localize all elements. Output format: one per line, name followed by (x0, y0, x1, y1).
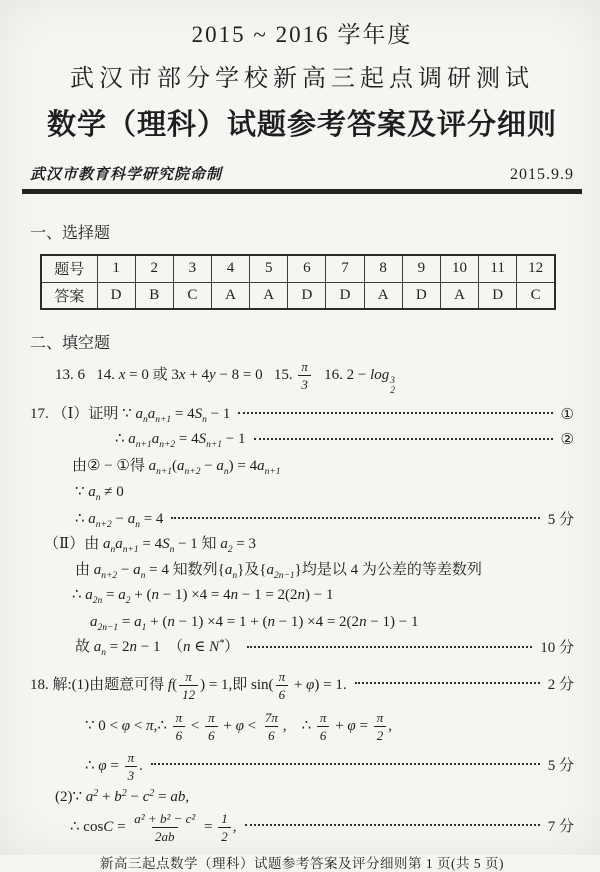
math-run: 17. （Ⅰ）证明 ∵ (30, 405, 136, 422)
math-run: = 3 (232, 536, 257, 553)
solution-line-2 (30, 405, 574, 426)
solution-line-1 (55, 359, 574, 397)
math-run: n (140, 570, 146, 581)
math-run: b (114, 788, 122, 805)
math-run: a (93, 639, 102, 656)
math-run: = 4 (175, 431, 199, 448)
math-run: = (154, 788, 171, 805)
math-run: = 2 (106, 639, 130, 656)
math-run: y (209, 366, 216, 383)
math-run: 2 (227, 545, 233, 556)
math-run: n (135, 519, 140, 530)
dotted-leader (171, 517, 539, 519)
math-run: = 0 或 3 (125, 366, 179, 383)
math-run: n+2 (101, 570, 118, 581)
math-run: a (220, 536, 228, 553)
fraction: $\frac{1}{2}$ (218, 811, 231, 844)
math-run: ∵ (75, 484, 89, 501)
math-run: }及{ (237, 561, 267, 578)
math-run: , (232, 818, 237, 835)
math-run: n+1 (264, 466, 281, 477)
exam-title: 武汉市部分学校新高三起点调研测试 (70, 66, 534, 92)
math-run: + (98, 788, 115, 805)
math-run: n+1 (135, 440, 152, 451)
math-run: ∴ cos (70, 818, 104, 835)
math-run: N (209, 639, 220, 656)
math-run: + (219, 717, 236, 734)
math-run: ） (224, 639, 240, 656)
solution-line-16 (70, 811, 574, 844)
math-run: ∴ (85, 757, 99, 774)
dotted-leader (245, 824, 540, 826)
section-heading-blank: 二、填空题 (30, 335, 111, 352)
math-run: a (128, 431, 136, 448)
solution-line-4 (72, 457, 574, 478)
math-run: n+1 (206, 440, 223, 451)
question-number-cell: 6 (288, 255, 326, 282)
solution-line-10 (90, 613, 574, 634)
math-run: = (102, 587, 119, 604)
math-run: − 1) ×4 = 4 (158, 587, 231, 604)
dotted-leader (247, 646, 532, 648)
question-number-cell: 8 (364, 255, 402, 282)
score-marker: 5 分 (547, 511, 574, 528)
math-run: n (101, 648, 107, 659)
math-run: − 1) ×4 = 2(2 (274, 613, 360, 630)
math-run: x (118, 366, 126, 383)
fraction: $\frac{\pi}{6}$ (317, 710, 330, 743)
answer-cell: D (97, 282, 135, 309)
math-run: a (93, 561, 102, 578)
math-run: 由 (75, 561, 94, 578)
math-run: a (88, 510, 96, 527)
answer-cell: D (402, 282, 440, 309)
math-run: a (85, 788, 94, 805)
math-run: − (200, 457, 217, 474)
math-run: = 4 知数列{ (145, 561, 225, 578)
math-run: a (90, 613, 98, 630)
math-run: − 1) − 1 (366, 613, 419, 630)
math-run: = 4 (171, 405, 195, 422)
math-run: − 1 （ (136, 639, 183, 656)
math-run: n (359, 613, 367, 630)
question-number-cell: 3 (173, 255, 211, 282)
math-run: ∴ (115, 431, 129, 448)
math-run: n (167, 613, 175, 630)
math-run: x (178, 366, 186, 383)
math-run: n+1 (122, 545, 139, 556)
math-run: n (129, 639, 137, 656)
score-marker: 7 分 (547, 818, 574, 835)
solution-lines (30, 359, 574, 844)
page-footer: 新高三起点数学（理科）试题参考答案及评分细则第 1 页(共 5 页) (100, 855, 504, 871)
math-expression (75, 483, 124, 504)
math-run: − (126, 788, 143, 805)
math-run: S (162, 536, 170, 553)
math-expression (30, 405, 230, 426)
math-run: + (331, 717, 348, 734)
solution-line-3 (115, 430, 574, 451)
fraction: $\frac{7\pi}{6}$ (264, 709, 278, 743)
fraction: $\frac{\pi}{3}$ (125, 750, 138, 783)
math-run: a (134, 613, 142, 630)
issuer-label: 武汉市教育科学研究院命制 (30, 167, 223, 183)
math-run: φ (121, 717, 131, 734)
section-heading-choice: 一、选择题 (30, 225, 111, 242)
math-run: f (167, 676, 173, 693)
math-run: , ∴ (282, 717, 315, 734)
number-row-label: 题号 (41, 255, 97, 282)
math-run: n (169, 545, 175, 556)
math-run: n (202, 414, 207, 425)
dotted-leader (355, 682, 540, 684)
math-run: = (200, 818, 217, 835)
math-run: = (355, 717, 372, 734)
math-run: 2 (93, 787, 99, 799)
math-expression (44, 535, 256, 556)
solution-line-14 (85, 750, 574, 783)
math-expression (75, 638, 239, 659)
answer-table-number-row (41, 255, 555, 282)
solution-line-12 (30, 669, 574, 702)
math-run: log (370, 366, 390, 383)
math-run: n (95, 493, 101, 504)
math-run: a (133, 561, 141, 578)
solution-line-8 (75, 561, 574, 582)
fraction: $\frac{\pi}{6}$ (205, 710, 218, 743)
math-run: 2 (121, 787, 127, 799)
math-run: n (267, 613, 275, 630)
math-run: a (266, 561, 274, 578)
question-number-cell: 2 (135, 255, 173, 282)
math-run: n (232, 570, 238, 581)
math-run: + ( (130, 587, 152, 604)
solution-line-9 (72, 586, 574, 607)
dotted-leader (238, 412, 552, 414)
answer-cell: C (173, 282, 211, 309)
date-label: 2015.9.9 (510, 166, 574, 183)
math-expression (85, 750, 143, 783)
math-run: n (297, 587, 306, 604)
dotted-leader (254, 438, 553, 440)
math-run: 18. 解:(1)由题意可得 (30, 676, 168, 693)
math-run: φ (235, 717, 244, 734)
math-run: ab (170, 788, 186, 805)
math-run: 13. 6 14. (55, 366, 119, 383)
math-run: a (224, 561, 233, 578)
math-run: S (198, 431, 207, 448)
answer-cell: A (440, 282, 478, 309)
math-run: − 1 (206, 405, 231, 422)
math-run: a (151, 431, 160, 448)
answer-cell: C (517, 282, 555, 309)
solution-line-13 (85, 710, 574, 743)
math-run: ∴ (72, 587, 86, 604)
math-run: ∴ (75, 510, 89, 527)
double-rule-divider (22, 189, 582, 194)
math-run: a (115, 536, 123, 553)
math-expression (72, 586, 334, 607)
math-run: < (187, 717, 204, 734)
math-run: n+1 (155, 414, 172, 425)
math-expression (75, 510, 163, 531)
answer-cell: A (364, 282, 402, 309)
math-expression (115, 430, 246, 451)
question-number-cell: 10 (440, 255, 478, 282)
math-run: n+1 (156, 466, 173, 477)
math-run: φ (347, 717, 356, 734)
math-run: C (103, 818, 114, 835)
math-run: < (243, 717, 260, 734)
answer-cell: D (479, 282, 517, 309)
score-marker: 5 分 (547, 758, 574, 774)
solution-line-7 (44, 535, 574, 556)
solution-line-6 (75, 510, 574, 531)
fraction: $\frac{\pi}{6}$ (276, 669, 289, 702)
score-marker: ② (560, 432, 574, 449)
math-run: ∈ (190, 639, 210, 656)
math-run: φ (98, 757, 107, 774)
math-run: 2n (92, 596, 103, 607)
math-run: − (117, 561, 134, 578)
math-run: , (388, 717, 392, 734)
math-expression (75, 561, 482, 582)
answer-cell: A (211, 282, 249, 309)
math-run: = (106, 757, 123, 774)
math-run: }均是以 4 为公差的等差数列 (294, 561, 482, 578)
score-marker: 2 分 (547, 677, 574, 693)
subheader-row (30, 163, 574, 184)
math-expression (85, 710, 392, 743)
math-run: , (185, 788, 190, 805)
question-number-cell: 7 (326, 255, 364, 282)
score-marker: 10 分 (540, 640, 574, 657)
math-expression (55, 359, 395, 397)
math-run: n+2 (159, 440, 176, 451)
math-run: n (110, 545, 116, 556)
math-run: = (118, 613, 135, 630)
question-number-cell: 12 (517, 255, 555, 282)
math-run: ) = 4 (228, 457, 258, 474)
fraction: $\frac{\pi}{2}$ (374, 710, 387, 743)
math-run: + ( (146, 613, 168, 630)
solution-line-11 (75, 638, 574, 659)
score-marker: ① (560, 406, 574, 423)
math-run: a (118, 587, 126, 604)
math-run: a (102, 536, 111, 553)
math-run: ) = 1,即 sin( (200, 676, 274, 693)
math-run: ≠ 0 (100, 484, 124, 501)
math-run: * (219, 638, 225, 650)
stacked-subsup: 3 2 (390, 375, 396, 396)
math-run: π (146, 717, 154, 734)
math-run: (2)∵ (55, 788, 86, 805)
math-run: = 4 (138, 536, 163, 553)
math-run: n (230, 587, 239, 604)
math-run: 2n−1 (97, 622, 119, 633)
math-run: ) = 1. (314, 676, 347, 693)
math-run: − 1) ×4 = 1 + ( (174, 613, 268, 630)
math-run: a (127, 510, 136, 527)
fraction: $\frac{\pi}{3}$ (298, 359, 311, 392)
dotted-leader (151, 763, 540, 765)
fraction: $\frac{\pi}{12}$ (179, 669, 198, 702)
math-run: S (194, 405, 203, 422)
math-expression (30, 669, 347, 702)
math-run: φ (306, 676, 315, 693)
math-run: n+2 (95, 519, 112, 530)
math-run: a (177, 457, 185, 474)
answer-table-answer-row (41, 282, 555, 309)
math-run: ( (172, 676, 178, 693)
math-run: − 1 (222, 431, 246, 448)
math-run: a (148, 457, 157, 474)
math-run: − 8 = 0 15. (215, 366, 297, 383)
math-run: ∵ 0 < (85, 717, 122, 734)
answer-row-label: 答案 (41, 282, 97, 309)
math-run: 1 (141, 622, 147, 633)
math-run: （Ⅱ）由 (44, 536, 103, 553)
math-run: . (139, 757, 143, 774)
question-number-cell: 1 (97, 255, 135, 282)
math-expression (70, 811, 237, 844)
solution-line-15 (55, 788, 574, 807)
math-run: 2n−1 (273, 570, 295, 581)
math-run: − (111, 510, 128, 527)
math-run: 2 (125, 596, 131, 607)
math-run: n (223, 466, 229, 477)
math-run: n (151, 587, 159, 604)
fraction: $\frac{\text{a² + b² − c²}}{2ab}$ (134, 810, 196, 844)
math-run: a (88, 484, 96, 501)
answer-cell: D (326, 282, 364, 309)
question-number-cell: 11 (479, 255, 517, 282)
math-run: n+2 (184, 466, 201, 477)
math-run: 2 (149, 787, 155, 799)
math-run: + (290, 676, 307, 693)
question-number-cell: 5 (250, 255, 288, 282)
math-run: + 4 (185, 366, 210, 383)
math-run: = (113, 818, 130, 835)
math-run: < (130, 717, 147, 734)
answer-cell: B (135, 282, 173, 309)
math-expression (55, 788, 189, 807)
math-run: a (216, 457, 224, 474)
solution-line-5 (75, 483, 574, 504)
math-run: n (182, 639, 191, 656)
question-number-cell: 4 (211, 255, 249, 282)
math-run: ) − 1 (305, 587, 334, 604)
question-number-cell: 9 (402, 255, 440, 282)
math-run: c (142, 788, 150, 805)
math-run: a (135, 405, 143, 422)
math-run: ( (172, 457, 178, 474)
math-expression (90, 613, 418, 634)
math-run: a (85, 587, 93, 604)
math-run: 由② − ①得 (72, 457, 149, 474)
fraction: $\frac{\pi}{6}$ (173, 710, 186, 743)
answer-table (40, 254, 556, 310)
math-run: ,∴ (153, 717, 171, 734)
math-run: n (142, 414, 148, 425)
answer-cell: A (250, 282, 288, 309)
math-run: a (257, 457, 265, 474)
math-run: − 1 知 (174, 536, 221, 553)
math-run: 故 (75, 639, 94, 656)
school-year-title: 2015 ~ 2016 学年度 (191, 22, 413, 47)
math-run: a (147, 405, 156, 422)
math-run: 16. 2 − (312, 366, 371, 383)
document-title: 数学（理科）试题参考答案及评分细则 (46, 109, 557, 141)
math-run: = 4 (139, 510, 164, 527)
math-expression (72, 457, 281, 478)
math-run: − 1 = 2(2 (238, 587, 298, 604)
answer-cell: D (288, 282, 326, 309)
